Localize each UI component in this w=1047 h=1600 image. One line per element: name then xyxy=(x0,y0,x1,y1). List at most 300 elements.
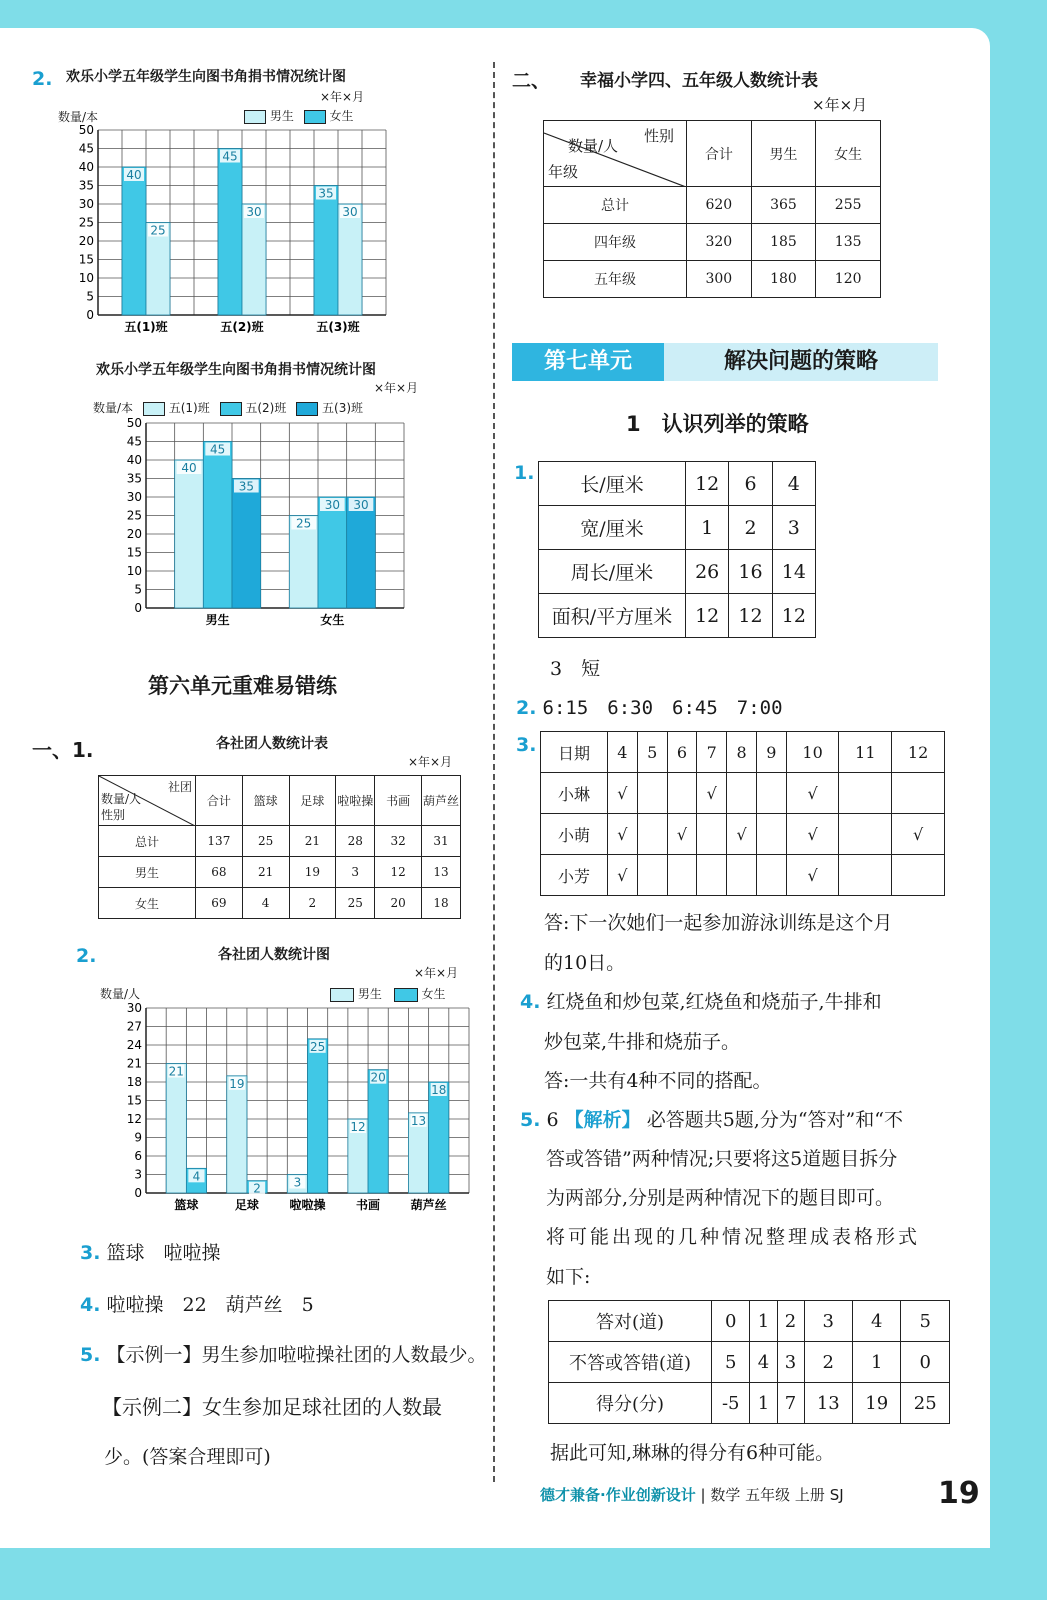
bar xyxy=(314,186,338,316)
grade-table xyxy=(543,120,881,298)
bar-value-label: 18 xyxy=(431,1083,447,1097)
table-header: 12 xyxy=(892,732,945,773)
answer-text: 将可能出现的几种情况整理成表格形式 xyxy=(546,1226,921,1248)
bar xyxy=(318,497,347,608)
column-divider xyxy=(493,62,495,1482)
y-tick-label: 0 xyxy=(86,308,94,322)
table-header: 7 xyxy=(697,732,727,773)
row-label: 长/厘米 xyxy=(539,462,686,506)
bar xyxy=(338,204,362,315)
row-label: 得分(分) xyxy=(549,1383,712,1424)
y-tick-label: 10 xyxy=(78,271,94,285)
x-category-label: 葫芦丝 xyxy=(410,1198,447,1212)
bar-value-label: 35 xyxy=(318,186,334,201)
table-cell: 19 xyxy=(289,857,336,888)
table-cell: 2 xyxy=(777,1301,804,1342)
y-tick-label: 18 xyxy=(126,1075,142,1089)
unit-label: 第七单元 xyxy=(512,343,664,381)
row-label: 周长/厘米 xyxy=(539,550,686,594)
y-tick-label: 10 xyxy=(126,564,142,578)
answer-text: 6:15 6:30 6:45 7:00 xyxy=(542,697,783,719)
table-cell: 4 xyxy=(750,1342,777,1383)
chart2-title: 欢乐小学五年级学生向图书角捐书情况统计图 xyxy=(96,362,376,378)
table-cell: 25 xyxy=(901,1383,950,1424)
table-corner xyxy=(99,776,196,826)
table-row xyxy=(539,594,816,638)
y-tick-label: 5 xyxy=(134,582,142,597)
table-cell: 13 xyxy=(422,857,461,888)
row-label: 小琳 xyxy=(541,773,608,814)
check-cell xyxy=(756,855,786,896)
table-cell: 25 xyxy=(336,888,375,919)
table-cell: 300 xyxy=(687,261,752,298)
check-cell xyxy=(637,814,667,855)
table-cell: 185 xyxy=(751,224,816,261)
y-tick-label: 0 xyxy=(134,601,142,615)
answer-text: 篮球 啦啦操 xyxy=(106,1242,221,1264)
x-category-label: 啦啦操 xyxy=(289,1198,326,1212)
corner-bottom-label: 年级 xyxy=(548,163,579,181)
bar-value-label: 30 xyxy=(342,205,358,219)
bar-value-label: 21 xyxy=(168,1064,184,1079)
chart3-title: 各社团人数统计图 xyxy=(218,947,330,963)
bar-value-label: 35 xyxy=(238,479,254,494)
bar xyxy=(203,442,232,609)
answer-text: 答或答错”两种情况;只要将这5道题目拆分 xyxy=(546,1148,898,1170)
bar-value-label: 19 xyxy=(229,1076,245,1091)
y-tick-label: 45 xyxy=(78,141,94,156)
y-tick-label: 3 xyxy=(134,1167,142,1182)
question-number: 2. xyxy=(76,945,97,967)
table-cell: 21 xyxy=(242,857,289,888)
bar-value-label: 40 xyxy=(126,168,142,182)
legend-label: 五(3)班 xyxy=(322,401,364,415)
legend-label: 男生 xyxy=(269,109,294,123)
bar-value-label: 4 xyxy=(192,1169,201,1184)
chart3-svg xyxy=(108,1000,473,1215)
y-tick-label: 24 xyxy=(126,1038,142,1052)
table-header: 5 xyxy=(637,732,667,773)
chart2-date: ×年×月 xyxy=(374,381,419,395)
row-label: 小萌 xyxy=(541,814,608,855)
table-cell: 68 xyxy=(196,857,243,888)
bar-value-label: 30 xyxy=(246,205,262,219)
table-cell: 0 xyxy=(712,1301,750,1342)
legend-label: 五(1)班 xyxy=(168,401,210,415)
check-cell xyxy=(637,855,667,896)
y-tick-label: 50 xyxy=(126,416,142,430)
legend-label: 五(2)班 xyxy=(245,401,287,415)
table-cell: 14 xyxy=(772,550,815,594)
table-cell: 0 xyxy=(901,1342,950,1383)
row-label: 小芳 xyxy=(541,855,608,896)
bar xyxy=(429,1082,449,1193)
question-number: 3. xyxy=(80,1242,101,1264)
y-tick-label: 9 xyxy=(134,1130,142,1145)
y-tick-label: 20 xyxy=(126,527,142,541)
table-cell: 2 xyxy=(804,1342,852,1383)
check-cell: √ xyxy=(667,814,697,855)
corner-top-label: 社团 xyxy=(167,780,192,794)
table-row xyxy=(544,261,881,298)
bar-value-label: 3 xyxy=(293,1175,302,1190)
bar xyxy=(232,479,261,609)
table-cell: 5 xyxy=(901,1301,950,1342)
table-cell: 31 xyxy=(422,826,461,857)
table-cell: 16 xyxy=(729,550,772,594)
answer-text: 如下: xyxy=(546,1266,591,1288)
y-tick-label: 15 xyxy=(126,1093,142,1108)
row-label: 总计 xyxy=(99,826,196,857)
answer-value: 6 xyxy=(546,1109,559,1131)
question-number: 1. xyxy=(514,462,535,484)
footer-subject: 数学 xyxy=(710,1486,741,1504)
x-category-label: 五(1)班 xyxy=(124,320,168,334)
y-tick-label: 30 xyxy=(126,1001,142,1015)
bar xyxy=(175,460,204,608)
page-number: 19 xyxy=(938,1476,980,1511)
row-label: 总计 xyxy=(544,187,687,224)
answer-text: 答:下一次她们一起参加游泳训练是这个月 xyxy=(544,912,893,934)
y-tick-label: 15 xyxy=(78,252,94,267)
chart1-title: 欢乐小学五年级学生向图书角捐书情况统计图 xyxy=(66,69,346,85)
bar xyxy=(218,149,242,316)
row-label: 男生 xyxy=(99,857,196,888)
check-cell: √ xyxy=(608,814,638,855)
bar-value-label: 2 xyxy=(253,1181,261,1196)
table-header: 书画 xyxy=(375,776,422,826)
answer-line xyxy=(80,1340,487,1367)
table-row xyxy=(541,814,945,855)
score-table xyxy=(548,1300,950,1424)
answer-line xyxy=(80,1238,221,1265)
table-cell: 620 xyxy=(687,187,752,224)
answer-line xyxy=(520,987,882,1014)
y-tick-label: 6 xyxy=(134,1149,142,1163)
table-header: 葫芦丝 xyxy=(422,776,461,826)
chart3-ylabel: 数量/人 xyxy=(100,987,141,1001)
table-cell: 19 xyxy=(853,1383,901,1424)
table-row xyxy=(544,187,881,224)
answer-text: 【示例一】男生参加啦啦操社团的人数最少。 xyxy=(106,1344,487,1366)
answer-line xyxy=(520,1105,903,1132)
check-cell xyxy=(839,814,892,855)
table-cell: 13 xyxy=(804,1383,852,1424)
answer-text: 炒包菜,牛排和烧茄子。 xyxy=(544,1031,741,1053)
bar-value-label: 30 xyxy=(353,498,369,512)
answer-text: 啦啦操 22 葫芦丝 5 xyxy=(106,1294,314,1316)
table-cell: 2 xyxy=(289,888,336,919)
x-category-label: 篮球 xyxy=(174,1198,199,1212)
y-tick-label: 12 xyxy=(126,1112,142,1126)
table-row xyxy=(99,857,461,888)
footer-edition: SJ xyxy=(829,1486,844,1504)
table-cell: 1 xyxy=(750,1383,777,1424)
answer-text: 的10日。 xyxy=(544,952,626,974)
bar-value-label: 13 xyxy=(410,1113,427,1128)
table-row xyxy=(549,1342,950,1383)
bar-value-label: 25 xyxy=(296,516,312,531)
row-label: 四年级 xyxy=(544,224,687,261)
bar-value-label: 45 xyxy=(210,442,226,457)
table-row xyxy=(99,888,461,919)
unit-title: 解决问题的策略 xyxy=(664,343,938,381)
table-cell: 12 xyxy=(686,462,729,506)
y-tick-label: 27 xyxy=(126,1019,142,1034)
row-label: 女生 xyxy=(99,888,196,919)
club-table-date: ×年×月 xyxy=(408,755,453,769)
table-cell: 20 xyxy=(375,888,422,919)
footer-sep: | xyxy=(700,1486,706,1504)
table-row xyxy=(549,1383,950,1424)
table-cell: 7 xyxy=(777,1383,804,1424)
table-cell: 26 xyxy=(686,550,729,594)
answer-text: 据此可知,琳琳的得分有6种可能。 xyxy=(550,1442,835,1464)
table-row xyxy=(541,732,945,773)
table-corner xyxy=(544,121,687,187)
table-cell: 5 xyxy=(712,1342,750,1383)
check-cell: √ xyxy=(786,814,839,855)
question-number: 4. xyxy=(80,1294,101,1316)
table-cell: 1 xyxy=(750,1301,777,1342)
check-cell: √ xyxy=(786,773,839,814)
table-header: 合计 xyxy=(687,121,752,187)
row-label: 答对(道) xyxy=(549,1301,712,1342)
bar xyxy=(368,1070,388,1193)
x-category-label: 足球 xyxy=(234,1198,259,1212)
y-tick-label: 50 xyxy=(78,123,94,137)
answer-text: 3 短 xyxy=(550,658,601,680)
question-number: 2. xyxy=(32,68,53,90)
bar xyxy=(122,167,146,315)
part-number: 二、 xyxy=(512,70,551,92)
chart1-svg xyxy=(60,122,390,337)
bar-value-label: 30 xyxy=(324,498,340,512)
table-cell: 12 xyxy=(729,594,772,638)
question-number: 2. xyxy=(516,697,537,719)
legend-swatch-class3 xyxy=(296,402,318,416)
table-cell: 365 xyxy=(751,187,816,224)
answer-text: 【示例二】女生参加足球社团的人数最 xyxy=(102,1395,442,1419)
bar-value-label: 20 xyxy=(370,1070,386,1085)
grade-table-date: ×年×月 xyxy=(812,96,868,114)
bar xyxy=(308,1039,328,1193)
row-label: 不答或答错(道) xyxy=(549,1342,712,1383)
y-tick-label: 25 xyxy=(78,215,94,230)
table-header: 足球 xyxy=(289,776,336,826)
table-cell: -5 xyxy=(712,1383,750,1424)
chart1-ylabel: 数量/本 xyxy=(58,110,99,124)
rect-table xyxy=(538,461,816,638)
table-cell: 1 xyxy=(853,1342,901,1383)
check-cell xyxy=(667,855,697,896)
table-header: 男生 xyxy=(751,121,816,187)
footer-term: 上册 xyxy=(794,1486,825,1504)
chart2-legend xyxy=(93,399,363,416)
table-cell: 2 xyxy=(729,506,772,550)
table-header: 11 xyxy=(839,732,892,773)
y-tick-label: 40 xyxy=(78,160,94,174)
check-cell: √ xyxy=(697,773,727,814)
y-tick-label: 21 xyxy=(126,1056,142,1071)
x-category-label: 男生 xyxy=(205,613,230,627)
table-header: 8 xyxy=(727,732,757,773)
bar-value-label: 12 xyxy=(350,1120,366,1134)
table-header: 9 xyxy=(756,732,786,773)
chart2-svg xyxy=(108,415,408,630)
lesson-title: 1 认识列举的策略 xyxy=(626,412,809,436)
table-cell: 21 xyxy=(289,826,336,857)
bar xyxy=(347,497,376,608)
table-cell: 137 xyxy=(196,826,243,857)
legend-label: 女生 xyxy=(329,109,354,123)
y-tick-label: 25 xyxy=(126,508,142,523)
y-tick-label: 35 xyxy=(126,471,142,486)
part-number xyxy=(32,734,94,763)
footer-brand: 德才兼备·作业创新设计 xyxy=(540,1486,696,1504)
table-cell: 3 xyxy=(336,857,375,888)
footer xyxy=(540,1484,844,1505)
y-tick-label: 40 xyxy=(126,453,142,467)
analysis-tag: 【解析】 xyxy=(564,1109,641,1131)
check-cell xyxy=(892,855,945,896)
check-cell xyxy=(756,814,786,855)
table-cell: 3 xyxy=(777,1342,804,1383)
legend-swatch-class1 xyxy=(143,402,165,416)
bar-value-label: 45 xyxy=(222,149,238,164)
table-cell: 135 xyxy=(816,224,881,261)
table-header: 6 xyxy=(667,732,697,773)
answer-text: 为两部分,分别是两种情况下的题目即可。 xyxy=(546,1187,895,1209)
check-cell xyxy=(667,773,697,814)
corner-mid-label: 数量/人 xyxy=(101,792,142,806)
table-cell: 180 xyxy=(751,261,816,298)
question-number: 4. xyxy=(520,991,541,1013)
table-cell: 12 xyxy=(686,594,729,638)
unit-banner xyxy=(512,343,938,381)
table-cell: 3 xyxy=(804,1301,852,1342)
y-tick-label: 35 xyxy=(78,178,94,193)
row-label: 宽/厘米 xyxy=(539,506,686,550)
y-tick-label: 0 xyxy=(134,1186,142,1200)
club-table-title: 各社团人数统计表 xyxy=(216,736,328,752)
corner-bottom-label: 性别 xyxy=(101,808,126,822)
table-row xyxy=(539,462,816,506)
bottom-frame xyxy=(0,1548,1047,1600)
y-tick-label: 15 xyxy=(126,545,142,560)
table-cell: 12 xyxy=(375,857,422,888)
check-cell: √ xyxy=(786,855,839,896)
check-cell xyxy=(727,855,757,896)
part-number-text: 一、1. xyxy=(32,738,94,762)
y-tick-label: 5 xyxy=(86,289,94,304)
y-tick-label: 30 xyxy=(78,197,94,211)
check-cell xyxy=(839,855,892,896)
table-header: 啦啦操 xyxy=(336,776,375,826)
table-cell: 12 xyxy=(772,594,815,638)
check-cell: √ xyxy=(727,814,757,855)
table-cell: 320 xyxy=(687,224,752,261)
check-cell xyxy=(727,773,757,814)
table-cell: 25 xyxy=(242,826,289,857)
question-number: 5. xyxy=(80,1344,101,1366)
bar xyxy=(227,1076,247,1193)
footer-grade: 五年级 xyxy=(745,1486,791,1504)
table-cell: 4 xyxy=(242,888,289,919)
table-row xyxy=(539,506,816,550)
bar xyxy=(242,204,266,315)
swim-table xyxy=(540,731,945,896)
table-cell: 1 xyxy=(686,506,729,550)
check-cell xyxy=(756,773,786,814)
table-cell: 69 xyxy=(196,888,243,919)
x-category-label: 女生 xyxy=(320,613,345,627)
check-cell xyxy=(839,773,892,814)
section-title: 第六单元重难易错练 xyxy=(148,674,337,698)
row-label: 日期 xyxy=(541,732,608,773)
club-table xyxy=(98,775,461,919)
check-cell xyxy=(892,773,945,814)
check-cell xyxy=(637,773,667,814)
y-tick-label: 20 xyxy=(78,234,94,248)
legend-label: 女生 xyxy=(421,987,446,1001)
bar-value-label: 25 xyxy=(309,1039,326,1054)
table-row xyxy=(541,773,945,814)
table-row xyxy=(99,826,461,857)
check-cell: √ xyxy=(608,855,638,896)
x-category-label: 书画 xyxy=(356,1198,381,1212)
table-cell: 6 xyxy=(729,462,772,506)
table-cell: 28 xyxy=(336,826,375,857)
table-cell: 18 xyxy=(422,888,461,919)
table-cell: 32 xyxy=(375,826,422,857)
row-label: 五年级 xyxy=(544,261,687,298)
question-number: 5. xyxy=(520,1109,541,1131)
corner-mid-label: 数量/人 xyxy=(568,137,619,155)
table-cell: 4 xyxy=(853,1301,901,1342)
check-cell: √ xyxy=(892,814,945,855)
bar-value-label: 25 xyxy=(150,223,166,238)
answer-text: 答:一共有4种不同的搭配。 xyxy=(544,1070,772,1092)
check-cell: √ xyxy=(608,773,638,814)
answer-text: 必答题共5题,分为“答对”和“不 xyxy=(646,1109,903,1131)
chart1-date: ×年×月 xyxy=(320,90,365,104)
answer-line xyxy=(516,693,783,720)
y-tick-label: 30 xyxy=(126,490,142,504)
legend-swatch-class2 xyxy=(220,402,242,416)
bar-value-label: 40 xyxy=(181,461,197,475)
table-row xyxy=(539,550,816,594)
table-row xyxy=(544,224,881,261)
question-number: 3. xyxy=(516,734,537,756)
table-row xyxy=(541,855,945,896)
answer-text: 少。(答案合理即可) xyxy=(104,1446,271,1468)
table-cell: 120 xyxy=(816,261,881,298)
grade-table-title: 幸福小学四、五年级人数统计表 xyxy=(580,71,818,91)
table-row xyxy=(549,1301,950,1342)
check-cell xyxy=(697,814,727,855)
table-cell: 4 xyxy=(772,462,815,506)
corner-top-label: 性别 xyxy=(643,127,674,145)
x-category-label: 五(3)班 xyxy=(316,320,360,334)
x-category-label: 五(2)班 xyxy=(220,320,264,334)
y-tick-label: 45 xyxy=(126,434,142,449)
table-cell: 3 xyxy=(772,506,815,550)
table-header: 女生 xyxy=(816,121,881,187)
table-header: 10 xyxy=(786,732,839,773)
legend-label: 男生 xyxy=(357,987,382,1001)
chart2-ylabel: 数量/本 xyxy=(93,401,134,415)
